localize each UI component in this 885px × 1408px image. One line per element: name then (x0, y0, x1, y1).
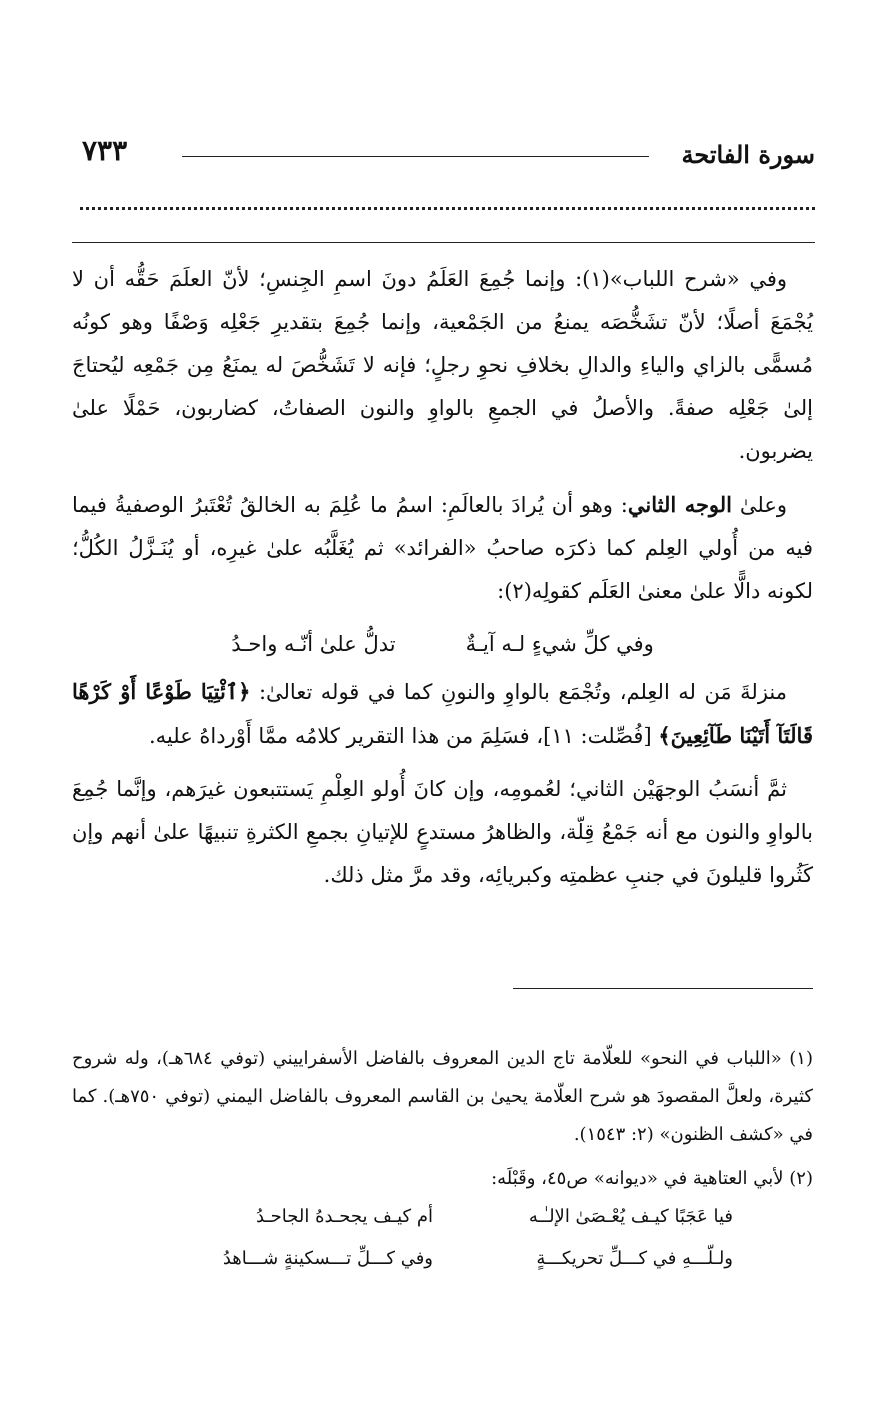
paragraph-1: وفي «شرح اللباب»(١): وإنما جُمِعَ العَلَمُ دونَ اسمِ الجِنسِ؛ لأنّ العلَمَ حَقُّه أن لا يُجْمَعَ أصلًا؛ لأنّ تشَخُّصَه يمنعُ من الجَمْعية، وإنما جُمِعَ بتقديرِ جَعْلِه وَصْفًا وهو كونُه مُسمًّى بالزاي والياءِ والدالِ بخلافِ نحوِ رجلٍ؛ فإنه لا تَشَخُّصَ له يمنَعُ مِن جَمْعِه ليُحتاجَ إلىٰ جَعْلِه صفةً. والأصلُ في الجمعِ بالواوِ والنون الصفاتُ، كضاربون، حَمْلًا علىٰ يضربون. (72, 267, 813, 463)
footnote-verse-2 (72, 1240, 813, 1278)
para3-lead: منزلةَ مَن له العِلم، وتُجْمَع بالواوِ والنونِ كما في قوله تعالىٰ: (250, 680, 788, 704)
dotted-separator (80, 207, 815, 220)
page-number: ٧٣٣ (82, 134, 128, 167)
paragraph-4: ثمَّ أنسَبُ الوجهَيْن الثاني؛ لعُمومِه، وإن كانَ أُولو العِلْمِ يَستتبعون غيرَهم، وإنَّما جُمِعَ بالواوِ والنون مع أنه جَمْعُ قِلّة، والظاهرُ مستدعٍ للإتيانِ بجمعِ الكثرةِ تنبيهًا علىٰ أنهم وإن كَثُروا قليلونَ في جنبِ عظمتِه وكبريائِه، وقد مرَّ مثل ذلك. (72, 777, 813, 887)
footnote-2: (٢) لأبي العتاهية في «ديوانه» ص٤٥، وقَبْلَه: (491, 1168, 813, 1189)
para2-text: : وهو أن يُرادَ بالعالَمِ: اسمُ ما عُلِمَ به الخالقُ تُعْتَبرُ الوصفيةُ فيما فيه من أُولي العِلم كما ذكرَه صاحبُ «الفرائد» ثم يُغَلَّبُه علىٰ غيرِه، أو يُنَـزَّلُ الكُلُّ؛ لكونه دالًّا علىٰ معنىٰ العَلَم كقولِه(٢): (72, 493, 813, 603)
para2-lead: وعلىٰ (732, 493, 788, 517)
verse-second-hemistich: تدلُّ علىٰ أنّـه واحـدُ (231, 632, 396, 656)
running-header (72, 134, 815, 180)
footnotes (72, 1040, 813, 1278)
paragraph-2 (72, 483, 813, 613)
fn-verse1-second: أم كيـف يجحـدهُ الجاحـدُ (255, 1206, 433, 1227)
surah-title: سورة الفاتحة (681, 140, 815, 169)
quran-quote: ﴿ٱئْتِيَا طَوْعًا أَوْ كَرْهًا قَالَتَآ أَتَيْنَا طَآئِعِينَ﴾ (72, 679, 813, 748)
footnote-verse-1 (72, 1198, 813, 1236)
footnote-rule (513, 988, 813, 989)
fn-verse2-first: ولـلّـــهِ في كـــلِّ تحريكـــةٍ (536, 1248, 733, 1269)
main-text (72, 258, 813, 897)
para2-heading: الوجه الثاني (627, 492, 733, 517)
fn-verse1-first: فيا عَجَبًا كيـف يُعْـصَىٰ الإلـٰـه (528, 1206, 733, 1227)
paragraph-3 (72, 670, 813, 758)
top-rule (72, 242, 815, 243)
para3-text: [فُصِّلت: ١١]، فسَلِمَ من هذا التقرير كلامُه ممَّا أَوْرداهُ عليه. (148, 724, 659, 748)
poetry-verse (72, 623, 813, 666)
footnote-verses (72, 1198, 813, 1278)
header-rule (182, 156, 649, 157)
fn-verse2-second: وفي كـــلِّ تـــسكينةٍ شـــاهدُ (222, 1248, 433, 1269)
verse-first-hemistich: وفي كلِّ شيءٍ لـه آيـةٌ (465, 632, 654, 656)
footnote-1: (١) «اللباب في النحو» للعلّامة تاج الدين المعروف بالفاضل الأسفراييني (توفي ٦٨٤هـ)، وله شروح كثيرة، ولعلَّ المقصودَ هو شرح العلّامة يحيىٰ بن القاسم المعروف بالفاضل اليمني (توفي ٧٥٠هـ). كما في «كشف الظنون» (٢: ١٥٤٣). (72, 1048, 813, 1145)
